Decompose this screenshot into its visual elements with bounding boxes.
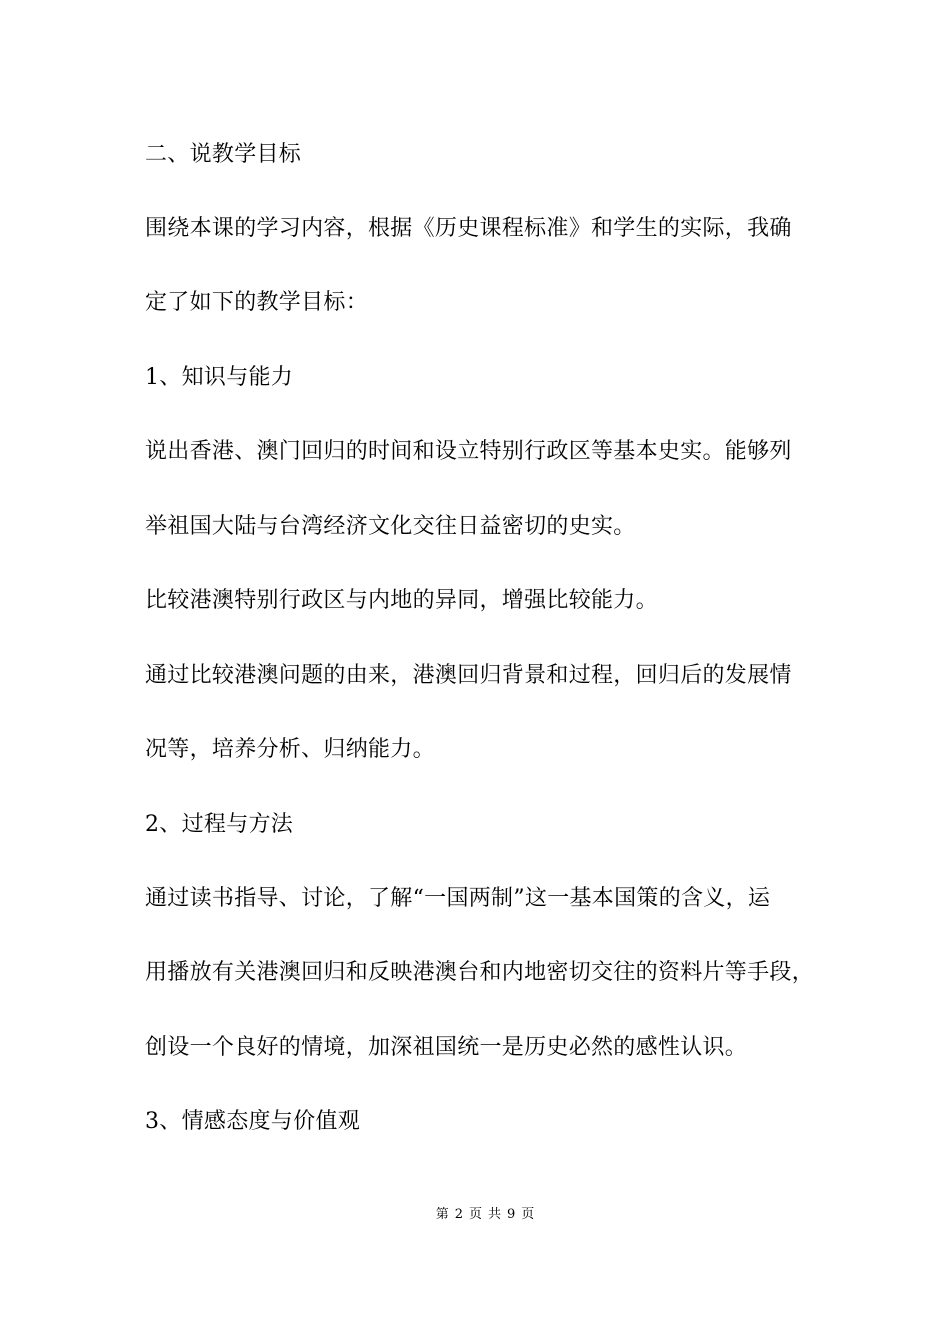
subheading-emotion-values: 3、情感态度与价值观 <box>145 1109 360 1134</box>
section-heading-teaching-goals: 二、说教学目标 <box>145 142 302 167</box>
footer-page-word: 页 <box>468 1207 482 1222</box>
subheading-knowledge-ability: 1、知识与能力 <box>145 365 294 390</box>
footer-total-word: 共 <box>488 1207 502 1222</box>
paragraph-line: 围绕本课的学习内容，根据《历史课程标准》和学生的实际，我确 <box>145 216 792 241</box>
subheading-process-method: 2、过程与方法 <box>145 812 294 837</box>
footer-prefix: 第 <box>435 1207 449 1222</box>
footer-suffix: 页 <box>521 1207 535 1222</box>
paragraph-line: 说出香港、澳门回归的时间和设立特别行政区等基本史实。能够列 <box>145 439 792 464</box>
paragraph-line: 创设一个良好的情境，加深祖国统一是历史必然的感性认识。 <box>145 1035 748 1060</box>
paragraph-line: 通过读书指导、讨论，了解“一国两制”这一基本国策的含义，运 <box>145 886 771 911</box>
paragraph-line: 用播放有关港澳回归和反映港澳台和内地密切交往的资料片等手段， <box>145 960 815 985</box>
paragraph-line: 比较港澳特别行政区与内地的异同，增强比较能力。 <box>145 588 658 613</box>
paragraph-line: 举祖国大陆与台湾经济文化交往日益密切的史实。 <box>145 514 636 539</box>
footer-current-page: 2 <box>454 1207 463 1222</box>
page-number-footer <box>0 1206 950 1224</box>
paragraph-line: 定了如下的教学目标： <box>145 290 369 315</box>
paragraph-line: 通过比较港澳问题的由来，港澳回归背景和过程，回归后的发展情 <box>145 663 792 688</box>
paragraph-line: 况等，培养分析、归纳能力。 <box>145 737 435 762</box>
footer-total-pages: 9 <box>507 1207 516 1222</box>
